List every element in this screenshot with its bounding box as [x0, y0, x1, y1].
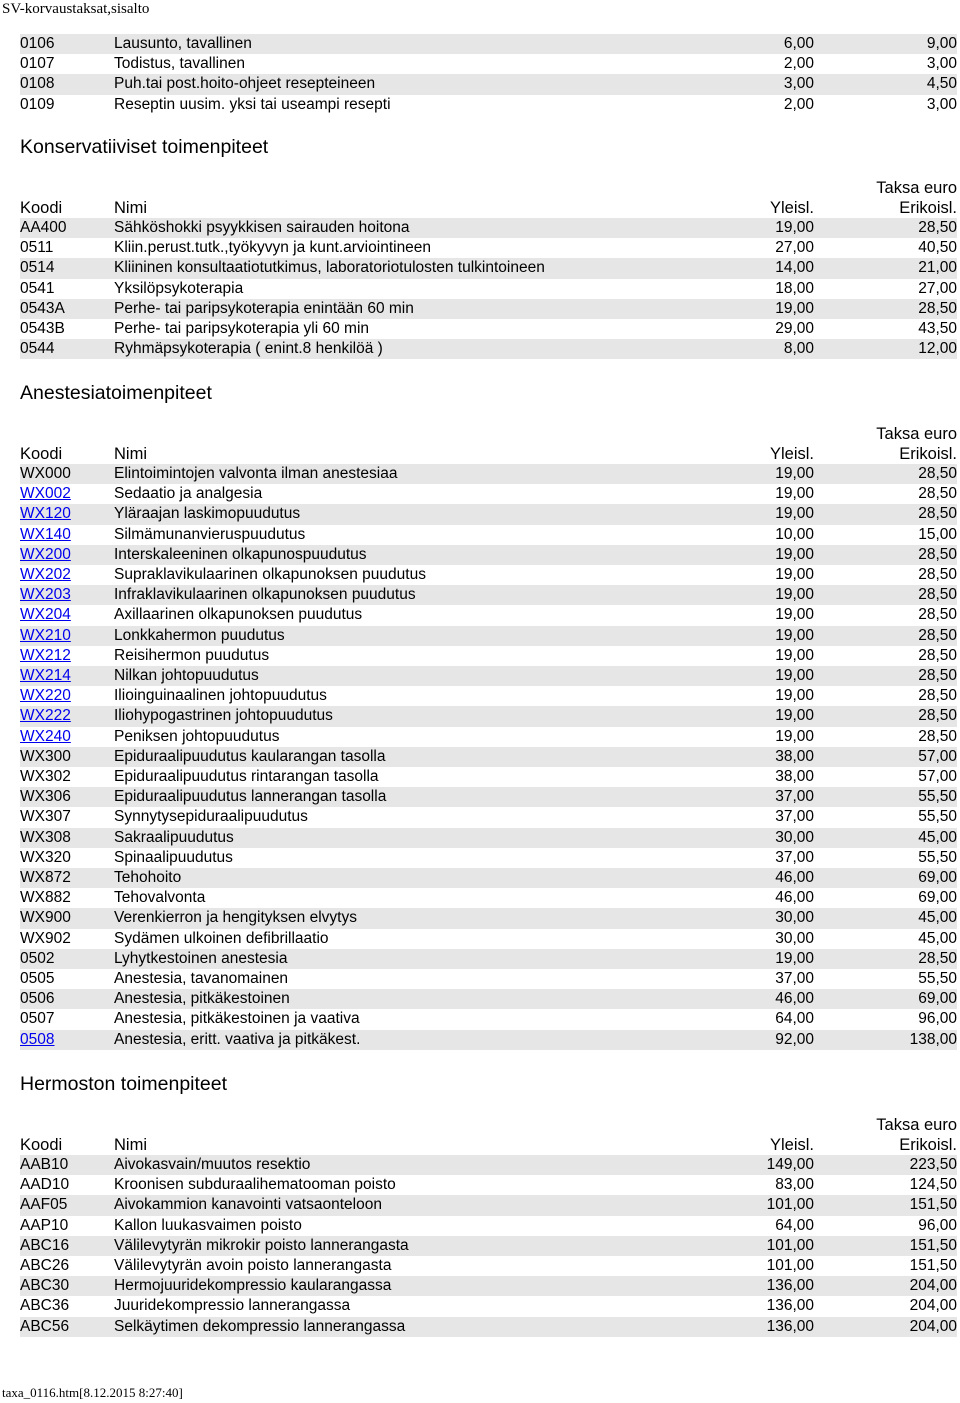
- row-code[interactable]: [20, 687, 114, 705]
- row-yleisl: 101,00: [766, 1257, 814, 1275]
- row-erikoisl: 57,00: [918, 747, 957, 765]
- table-row: [20, 848, 957, 868]
- row-yleisl: 14,00: [775, 259, 814, 277]
- row-yleisl: 92,00: [775, 1030, 814, 1048]
- row-name: Epiduraalipuudutus lannerangan tasolla: [114, 788, 387, 806]
- table-row: [20, 727, 957, 747]
- section-title: Konservatiiviset toimenpiteet: [20, 136, 269, 158]
- table-row: [20, 95, 957, 115]
- row-erikoisl: 45,00: [918, 929, 957, 947]
- row-code: AAB10: [20, 1156, 69, 1174]
- row-yleisl: 30,00: [775, 909, 814, 927]
- header-yleisl: Yleisl.: [769, 198, 814, 217]
- row-yleisl: 101,00: [766, 1196, 814, 1214]
- row-erikoisl: 138,00: [909, 1030, 957, 1048]
- row-code-link[interactable]: WX212: [20, 646, 71, 664]
- table-row: [20, 1030, 957, 1050]
- header-columns: [20, 444, 957, 464]
- row-code: 0511: [20, 239, 54, 257]
- row-name: Silmämunanvieruspuudutus: [114, 525, 306, 543]
- row-name: Ryhmäpsykoterapia ( enint.8 henkilöä ): [114, 340, 383, 358]
- table-row: [20, 1296, 957, 1316]
- row-code: AAD10: [20, 1176, 70, 1194]
- row-yleisl: 101,00: [766, 1236, 814, 1254]
- table-row: [20, 949, 957, 969]
- row-name: Anestesia, tavanomainen: [114, 970, 289, 988]
- row-code: 0107: [20, 55, 55, 73]
- row-yleisl: 64,00: [775, 1010, 814, 1028]
- row-yleisl: 19,00: [775, 646, 814, 664]
- row-yleisl: 2,00: [783, 55, 814, 73]
- table-row: [20, 1276, 957, 1296]
- row-code-link[interactable]: WX240: [20, 727, 71, 745]
- row-yleisl: 64,00: [775, 1216, 814, 1234]
- table-row: [20, 525, 957, 545]
- row-code: WX872: [20, 869, 71, 887]
- row-yleisl: 37,00: [775, 788, 814, 806]
- table-row: [20, 464, 957, 484]
- row-code: 0541: [20, 279, 55, 297]
- row-erikoisl: 28,50: [918, 646, 957, 664]
- table-row: [20, 1195, 957, 1215]
- row-erikoisl: 55,50: [918, 808, 957, 826]
- row-erikoisl: 55,50: [918, 970, 957, 988]
- table-row: [20, 1175, 957, 1195]
- table-row: [20, 969, 957, 989]
- row-erikoisl: 3,00: [926, 95, 957, 113]
- row-name: Perhe- tai paripsykoterapia enintään 60 min: [114, 299, 414, 317]
- row-yleisl: 19,00: [775, 586, 814, 604]
- header-yleisl: Yleisl.: [769, 1135, 814, 1154]
- table-row: [20, 238, 957, 258]
- row-code: 0514: [20, 259, 55, 277]
- row-name: Kliininen konsultaatiotutkimus, laboratoriotulosten tulkintoineen: [114, 259, 545, 277]
- row-name: Todistus, tavallinen: [114, 55, 245, 73]
- row-erikoisl: 204,00: [909, 1297, 957, 1315]
- row-code[interactable]: [20, 526, 114, 544]
- row-erikoisl: 43,50: [918, 320, 957, 338]
- header-columns: [20, 1135, 957, 1155]
- page-footer: taxa_0116.htm[8.12.2015 8:27:40]: [2, 1385, 183, 1400]
- row-code: 0108: [20, 75, 55, 93]
- row-erikoisl: 15,00: [918, 525, 957, 543]
- header-nimi: Nimi: [114, 444, 147, 463]
- row-erikoisl: 21,00: [918, 259, 957, 277]
- row-code[interactable]: [20, 647, 114, 665]
- row-code[interactable]: [20, 485, 114, 503]
- row-code[interactable]: [20, 1031, 114, 1049]
- table-row: [20, 626, 957, 646]
- row-name: Perhe- tai paripsykoterapia yli 60 min: [114, 320, 370, 338]
- row-code: WX900: [20, 909, 71, 927]
- row-erikoisl: 12,00: [918, 340, 957, 358]
- row-code[interactable]: [20, 627, 114, 645]
- table-row: [20, 787, 957, 807]
- row-name: Tehohoito: [114, 869, 182, 887]
- row-code: 0506: [20, 990, 55, 1008]
- table-row: [20, 299, 957, 319]
- row-yleisl: 3,00: [783, 75, 814, 93]
- row-code: ABC26: [20, 1257, 70, 1275]
- row-yleisl: 19,00: [775, 606, 814, 624]
- header-erikoisl: Erikoisl.: [899, 444, 957, 463]
- header-taksa-euro: Taksa euro: [876, 425, 957, 443]
- table-row: [20, 747, 957, 767]
- table-row: [20, 218, 957, 238]
- row-erikoisl: 28,50: [918, 465, 957, 483]
- row-erikoisl: 28,50: [918, 586, 957, 604]
- row-code: 0109: [20, 95, 55, 113]
- row-erikoisl: 40,50: [918, 239, 957, 257]
- row-code: ABC36: [20, 1297, 70, 1315]
- row-yleisl: 18,00: [775, 279, 814, 297]
- row-erikoisl: 151,50: [909, 1236, 957, 1254]
- section-title: Anestesiatoimenpiteet: [20, 382, 212, 404]
- header-taksa-euro: Taksa euro: [876, 1116, 957, 1134]
- row-name: Tehovalvonta: [114, 889, 206, 907]
- table-row: [20, 605, 957, 625]
- row-code: 0505: [20, 970, 55, 988]
- row-yleisl: 19,00: [775, 566, 814, 584]
- row-yleisl: 19,00: [775, 687, 814, 705]
- row-erikoisl: 96,00: [918, 1216, 957, 1234]
- table-row: [20, 484, 957, 504]
- row-code: 0544: [20, 340, 55, 358]
- row-code: ABC30: [20, 1277, 70, 1295]
- row-code: 0507: [20, 1010, 55, 1028]
- row-yleisl: 46,00: [775, 990, 814, 1008]
- row-erikoisl: 223,50: [909, 1156, 957, 1174]
- row-name: Ilioinguinaalinen johtopuudutus: [114, 687, 327, 705]
- row-erikoisl: 204,00: [909, 1277, 957, 1295]
- table-row: [20, 666, 957, 686]
- table-row: [20, 279, 957, 299]
- header-nimi: Nimi: [114, 1135, 147, 1154]
- row-yleisl: 19,00: [775, 667, 814, 685]
- row-yleisl: 37,00: [775, 808, 814, 826]
- row-name: Reisihermon puudutus: [114, 646, 270, 664]
- row-yleisl: 38,00: [775, 747, 814, 765]
- table-row: [20, 929, 957, 949]
- table-row: [20, 1216, 957, 1236]
- row-name: Axillaarinen olkapunoksen puudutus: [114, 606, 363, 624]
- table-row: [20, 339, 957, 359]
- row-code: WX302: [20, 768, 71, 786]
- row-code-link[interactable]: WX214: [20, 667, 71, 685]
- table-row: [20, 34, 957, 54]
- row-yleisl: 19,00: [775, 485, 814, 503]
- row-code-link[interactable]: WX200: [20, 545, 71, 563]
- table-row: [20, 1256, 957, 1276]
- row-name: Supraklavikulaarinen olkapunoksen puudutus: [114, 566, 426, 584]
- table-row: [20, 989, 957, 1009]
- header-erikoisl: Erikoisl.: [899, 1135, 957, 1154]
- row-code: WX308: [20, 828, 71, 846]
- row-yleisl: 19,00: [775, 505, 814, 523]
- row-code: 0543B: [20, 320, 65, 338]
- row-name: Yksilöpsykoterapia: [114, 279, 244, 297]
- row-yleisl: 136,00: [766, 1277, 814, 1295]
- row-erikoisl: 4,50: [926, 75, 957, 93]
- row-name: Välilevytyrän avoin poisto lannerangasta: [114, 1257, 392, 1275]
- row-name: Iliohypogastrinen johtopuudutus: [114, 707, 333, 725]
- page-header: SV-korvaustaksat,sisalto: [2, 1, 150, 17]
- row-erikoisl: 28,50: [918, 485, 957, 503]
- row-erikoisl: 45,00: [918, 909, 957, 927]
- row-name: Aivokammion kanavointi vatsaonteloon: [114, 1196, 382, 1214]
- row-erikoisl: 55,50: [918, 848, 957, 866]
- row-erikoisl: 45,00: [918, 828, 957, 846]
- row-erikoisl: 28,50: [918, 606, 957, 624]
- row-erikoisl: 69,00: [918, 889, 957, 907]
- row-yleisl: 8,00: [783, 340, 814, 358]
- row-code: WX307: [20, 808, 71, 826]
- table-row: [20, 1317, 957, 1337]
- row-erikoisl: 69,00: [918, 990, 957, 1008]
- row-name: Selkäytimen dekompressio lannerangassa: [114, 1317, 406, 1335]
- row-yleisl: 19,00: [775, 219, 814, 237]
- row-yleisl: 10,00: [775, 525, 814, 543]
- header-koodi: Koodi: [20, 444, 63, 463]
- row-yleisl: 46,00: [775, 889, 814, 907]
- row-code: AA400: [20, 219, 67, 237]
- row-name: Sedaatio ja analgesia: [114, 485, 263, 503]
- row-code-link[interactable]: WX002: [20, 485, 71, 503]
- row-yleisl: 37,00: [775, 848, 814, 866]
- row-name: Juuridekompressio lannerangassa: [114, 1297, 351, 1315]
- table-row: [20, 807, 957, 827]
- row-code-link[interactable]: 0508: [20, 1030, 55, 1048]
- row-code: 0106: [20, 35, 55, 53]
- row-name: Lausunto, tavallinen: [114, 35, 252, 53]
- row-name: Kliin.perust.tutk.,työkyvyn ja kunt.arviointineen: [114, 239, 432, 257]
- row-code: ABC56: [20, 1317, 70, 1335]
- row-erikoisl: 204,00: [909, 1317, 957, 1335]
- row-erikoisl: 28,50: [918, 727, 957, 745]
- table-row: [20, 1009, 957, 1029]
- row-name: Lonkkahermon puudutus: [114, 626, 285, 644]
- row-code[interactable]: [20, 546, 114, 564]
- row-name: Anestesia, pitkäkestoinen ja vaativa: [114, 1010, 360, 1028]
- table-row: [20, 319, 957, 339]
- row-name: Sakraalipuudutus: [114, 828, 234, 846]
- row-yleisl: 29,00: [775, 320, 814, 338]
- row-yleisl: 19,00: [775, 949, 814, 967]
- row-name: Synnytysepiduraalipuudutus: [114, 808, 308, 826]
- table-row: [20, 646, 957, 666]
- row-name: Spinaalipuudutus: [114, 848, 233, 866]
- row-erikoisl: 151,50: [909, 1257, 957, 1275]
- row-erikoisl: 28,50: [918, 219, 957, 237]
- row-code[interactable]: [20, 606, 114, 624]
- row-code-link[interactable]: WX202: [20, 566, 71, 584]
- row-yleisl: 19,00: [775, 545, 814, 563]
- row-yleisl: 19,00: [775, 707, 814, 725]
- row-code: 0502: [20, 949, 55, 967]
- row-name: Reseptin uusim. yksi tai useampi resepti: [114, 95, 391, 113]
- row-erikoisl: 28,50: [918, 667, 957, 685]
- row-name: Sähköshokki psyykkisen sairauden hoitona: [114, 219, 410, 237]
- row-erikoisl: 28,50: [918, 566, 957, 584]
- row-yleisl: 19,00: [775, 727, 814, 745]
- row-erikoisl: 28,50: [918, 505, 957, 523]
- row-code: WX000: [20, 465, 71, 483]
- row-name: Hermojuuridekompressio kaularangassa: [114, 1277, 392, 1295]
- row-code[interactable]: [20, 566, 114, 584]
- table-row: [20, 767, 957, 787]
- row-name: Välilevytyrän mikrokir poisto lannerangasta: [114, 1236, 409, 1254]
- row-name: Anestesia, pitkäkestoinen: [114, 990, 290, 1008]
- row-yleisl: 149,00: [766, 1156, 814, 1174]
- table-row: [20, 908, 957, 928]
- header-yleisl: Yleisl.: [769, 444, 814, 463]
- header-koodi: Koodi: [20, 1135, 63, 1154]
- row-yleisl: 6,00: [783, 35, 814, 53]
- row-erikoisl: 3,00: [926, 55, 957, 73]
- table-row: [20, 1236, 957, 1256]
- row-code[interactable]: [20, 586, 114, 604]
- row-erikoisl: 27,00: [918, 279, 957, 297]
- row-name: Infraklavikulaarinen olkapunoksen puudutus: [114, 586, 416, 604]
- row-code: WX902: [20, 929, 71, 947]
- table-row: [20, 706, 957, 726]
- row-name: Yläraajan laskimopuudutus: [114, 505, 301, 523]
- table-row: [20, 74, 957, 94]
- row-erikoisl: 9,00: [926, 35, 957, 53]
- row-code[interactable]: [20, 667, 114, 685]
- row-name: Epiduraalipuudutus kaularangan tasolla: [114, 747, 386, 765]
- table-row: [20, 545, 957, 565]
- table-row: [20, 1155, 957, 1175]
- row-code-link[interactable]: WX140: [20, 525, 71, 543]
- row-code-link[interactable]: WX220: [20, 687, 71, 705]
- row-yleisl: 27,00: [775, 239, 814, 257]
- row-yleisl: 37,00: [775, 970, 814, 988]
- row-code-link[interactable]: WX203: [20, 586, 71, 604]
- row-name: Elintoimintojen valvonta ilman anestesiaa: [114, 465, 398, 483]
- table-row: [20, 868, 957, 888]
- row-yleisl: 19,00: [775, 626, 814, 644]
- header-columns: [20, 198, 957, 218]
- table-row: [20, 504, 957, 524]
- table-row: [20, 828, 957, 848]
- row-code[interactable]: [20, 505, 114, 523]
- row-yleisl: 46,00: [775, 869, 814, 887]
- row-code: 0543A: [20, 299, 65, 317]
- row-yleisl: 38,00: [775, 768, 814, 786]
- header-nimi: Nimi: [114, 198, 147, 217]
- row-name: Epiduraalipuudutus rintarangan tasolla: [114, 768, 379, 786]
- header-koodi: Koodi: [20, 198, 63, 217]
- row-code: WX320: [20, 848, 71, 866]
- row-name: Nilkan johtopuudutus: [114, 667, 259, 685]
- table-row: [20, 686, 957, 706]
- row-erikoisl: 28,50: [918, 687, 957, 705]
- row-code-link[interactable]: WX120: [20, 505, 71, 523]
- row-name: Lyhytkestoinen anestesia: [114, 949, 288, 967]
- row-name: Peniksen johtopuudutus: [114, 727, 280, 745]
- row-name: Sydämen ulkoinen defibrillaatio: [114, 929, 329, 947]
- row-code: WX300: [20, 747, 71, 765]
- row-yleisl: 30,00: [775, 828, 814, 846]
- row-yleisl: 83,00: [775, 1176, 814, 1194]
- row-code: WX306: [20, 788, 71, 806]
- row-erikoisl: 28,50: [918, 626, 957, 644]
- row-erikoisl: 96,00: [918, 1010, 957, 1028]
- header-erikoisl: Erikoisl.: [899, 198, 957, 217]
- row-name: Aivokasvain/muutos resektio: [114, 1156, 311, 1174]
- row-erikoisl: 55,50: [918, 788, 957, 806]
- row-code[interactable]: [20, 728, 114, 746]
- table-row: [20, 54, 957, 74]
- row-code-link[interactable]: WX204: [20, 606, 71, 624]
- row-code: ABC16: [20, 1236, 70, 1254]
- header-taksa-euro: Taksa euro: [876, 179, 957, 197]
- row-erikoisl: 28,50: [918, 707, 957, 725]
- row-yleisl: 19,00: [775, 299, 814, 317]
- row-name: Kallon luukasvaimen poisto: [114, 1216, 302, 1234]
- row-code: WX882: [20, 889, 71, 907]
- row-erikoisl: 69,00: [918, 869, 957, 887]
- row-code-link[interactable]: WX222: [20, 707, 71, 725]
- row-erikoisl: 124,50: [909, 1176, 957, 1194]
- row-yleisl: 136,00: [766, 1317, 814, 1335]
- row-yleisl: 30,00: [775, 929, 814, 947]
- row-name: Verenkierron ja hengityksen elvytys: [114, 909, 357, 927]
- row-name: Kroonisen subduraalihematooman poisto: [114, 1176, 396, 1194]
- row-yleisl: 136,00: [766, 1297, 814, 1315]
- row-erikoisl: 28,50: [918, 545, 957, 563]
- row-erikoisl: 28,50: [918, 949, 957, 967]
- row-code-link[interactable]: WX210: [20, 626, 71, 644]
- row-yleisl: 19,00: [775, 465, 814, 483]
- section-title: Hermoston toimenpiteet: [20, 1073, 228, 1095]
- row-yleisl: 2,00: [783, 95, 814, 113]
- table-row: [20, 888, 957, 908]
- row-name: Anestesia, eritt. vaativa ja pitkäkest.: [114, 1030, 361, 1048]
- table-row: [20, 258, 957, 278]
- row-erikoisl: 28,50: [918, 299, 957, 317]
- row-code: AAF05: [20, 1196, 68, 1214]
- row-erikoisl: 151,50: [909, 1196, 957, 1214]
- row-name: Puh.tai post.hoito-ohjeet resepteineen: [114, 75, 376, 93]
- row-erikoisl: 57,00: [918, 768, 957, 786]
- table-row: [20, 585, 957, 605]
- row-name: Interskaleeninen olkapunospuudutus: [114, 545, 367, 563]
- table-row: [20, 565, 957, 585]
- row-code: AAP10: [20, 1216, 69, 1234]
- row-code[interactable]: [20, 707, 114, 725]
